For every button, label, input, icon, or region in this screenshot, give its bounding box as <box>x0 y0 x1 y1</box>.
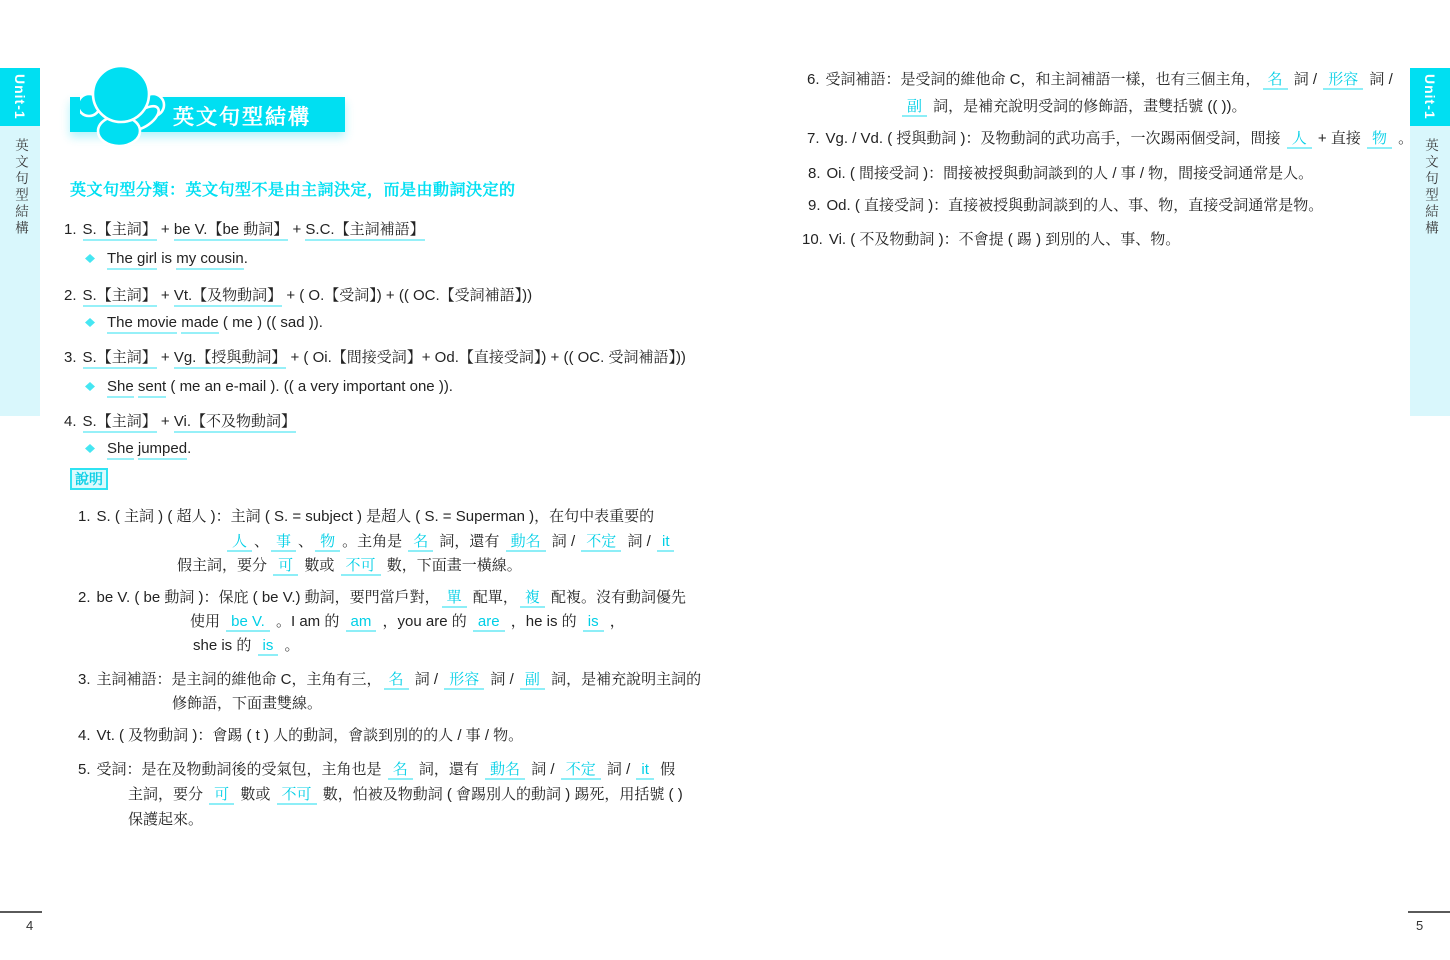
note-6-line-2 <box>900 95 1247 116</box>
text-segment: 詞 / <box>602 761 635 778</box>
text-segment: 。I am 的 <box>271 613 344 630</box>
text-segment: 配複。沒有動詞優先 <box>546 589 687 606</box>
diamond-bullet-icon <box>85 254 95 263</box>
text-segment: 數或 <box>300 557 339 574</box>
text-segment: 詞 / <box>486 671 518 688</box>
chapter-title: 英文句型結構 <box>173 106 311 129</box>
pattern-number: 2. <box>64 287 77 304</box>
answer-blank: 形容 <box>444 671 484 690</box>
text-segment: 詞 / <box>527 761 559 778</box>
note-number: 2. <box>78 589 91 606</box>
text-segment: 詞 / <box>1365 71 1393 88</box>
underlined-text: S.【主詞】 <box>83 287 157 307</box>
underlined-text: Vi.【不及物動詞】 <box>174 413 296 433</box>
text-segment: 假 <box>655 761 676 778</box>
note-1-line-2 <box>225 530 676 551</box>
answer-blank: are <box>473 613 505 632</box>
text-segment: + <box>288 221 306 238</box>
underlined-text: jumped <box>138 440 187 460</box>
text-segment: 詞，還有 <box>414 761 484 778</box>
section-heading: 英文句型分類：英文句型不是由主詞決定，而是由動詞決定的 <box>70 182 516 199</box>
text-segment: ，you are 的 <box>378 613 471 630</box>
underlined-text: S.【主詞】 <box>83 221 157 241</box>
diamond-bullet-icon <box>85 318 95 327</box>
text-segment: ， <box>605 613 625 630</box>
note-number: 10. <box>802 231 823 248</box>
note-10-line-1 <box>802 228 1180 249</box>
answer-blank: 不定 <box>581 533 621 552</box>
text-segment: be V. ( be 動詞 )：保庇 ( be V.) 動詞，要門當戶對， <box>96 589 440 606</box>
answer-blank: 人 <box>227 533 252 552</box>
pattern-4-formula <box>64 410 296 431</box>
note-2-line-2 <box>190 610 625 631</box>
answer-blank: be V. <box>226 613 270 632</box>
note-8-line-1 <box>808 162 1313 183</box>
underlined-text: The girl <box>107 250 157 270</box>
underlined-text: be V.【be 動詞】 <box>174 221 289 241</box>
text-segment: ( me ) (( sad )). <box>218 314 323 331</box>
text-segment: is <box>157 250 177 267</box>
underlined-text: The movie <box>107 314 177 334</box>
text-segment: + <box>156 413 174 430</box>
monkey-mascot-icon <box>80 62 180 148</box>
text-segment: 保護起來。 <box>128 811 204 828</box>
text-segment: Od. ( 直接受詞 )：直接被授與動詞談到的人、事、物，直接受詞通常是物。 <box>826 197 1324 214</box>
text-segment: 、 <box>298 533 314 550</box>
left-unit-tab <box>0 68 40 418</box>
note-2-line-3 <box>193 634 300 655</box>
right-footer-rule <box>1408 911 1450 913</box>
text-segment: 詞 / <box>547 533 580 550</box>
text-segment: Vi. ( 不及物動詞 )：不會提 ( 踢 ) 到別的人、事、物。 <box>828 231 1181 248</box>
unit-label: Unit-1 <box>1422 74 1438 120</box>
text-segment: S. ( 主詞 ) ( 超人 )：主詞 ( S. = subject ) 是超人 ( S. = Superman )，在句中表重要的 <box>96 508 655 525</box>
text-segment: 。 <box>1394 130 1414 147</box>
note-3-line-1 <box>78 668 701 689</box>
notes-label-badge: 說明 <box>70 468 108 490</box>
text-segment: she is 的 <box>193 637 256 654</box>
diamond-bullet-icon <box>85 382 95 391</box>
note-number: 5. <box>78 761 91 778</box>
text-segment: ( me an e-mail ). (( a very important one )). <box>166 378 453 395</box>
diamond-bullet-icon <box>85 444 95 453</box>
note-5-line-3 <box>128 808 203 829</box>
text-segment: 。主角是 <box>342 533 407 550</box>
answer-blank: 副 <box>520 671 545 690</box>
pattern-4-example <box>85 440 191 457</box>
text-segment: + ( O.【受詞】) + (( OC.【受詞補語】)) <box>282 287 533 304</box>
text-segment: Vt. ( 及物動詞 )：會踢 ( t ) 人的動詞，會談到別的的人 / 事 / 物。 <box>96 727 524 744</box>
underlined-text: Vg.【授與動詞】 <box>174 349 287 369</box>
answer-blank: 名 <box>388 761 413 780</box>
underlined-text: She <box>107 378 134 398</box>
text-segment: + <box>156 349 174 366</box>
answer-blank: 物 <box>1367 130 1392 149</box>
pattern-number: 3. <box>64 349 77 366</box>
note-number: 6. <box>807 71 820 88</box>
answer-blank: 可 <box>273 557 298 576</box>
answer-blank: 不定 <box>561 761 601 780</box>
text-segment: 數或 <box>236 786 275 803</box>
answer-blank: 不可 <box>341 557 381 576</box>
note-9-line-1 <box>808 194 1323 215</box>
note-5-line-1 <box>78 758 675 779</box>
answer-blank: 可 <box>209 786 234 805</box>
answer-blank: 動名 <box>506 533 546 552</box>
text-segment: + ( Oi.【間接受詞】+ Od.【直接受詞】) + (( OC. 受詞補語】)) <box>286 349 686 366</box>
pattern-3-formula <box>64 346 686 367</box>
underlined-text: S.【主詞】 <box>83 413 157 433</box>
answer-blank: 形容 <box>1323 71 1363 90</box>
text-segment: 詞，還有 <box>435 533 504 550</box>
note-2-line-1 <box>78 586 686 607</box>
pattern-2-example <box>85 314 323 331</box>
underlined-text: She <box>107 440 134 460</box>
text-segment: . <box>187 440 192 457</box>
note-number: 3. <box>78 671 91 688</box>
unit-title-strip <box>1410 126 1450 416</box>
note-1-line-3 <box>177 554 522 575</box>
unit-label: Unit-1 <box>12 74 28 120</box>
note-6-line-1 <box>807 68 1393 89</box>
text-segment: + 直接 <box>1313 130 1365 147</box>
text-segment: 詞，是補充說明主詞的 <box>546 671 702 688</box>
answer-blank: 人 <box>1287 130 1312 149</box>
answer-blank: 物 <box>315 533 340 552</box>
note-1-line-1 <box>78 505 654 526</box>
note-7-line-1 <box>807 127 1413 148</box>
answer-blank: it <box>636 761 654 780</box>
note-5-line-2 <box>128 783 683 804</box>
answer-blank: is <box>583 613 604 632</box>
text-segment: Vg. / Vd. ( 授與動詞 )：及物動詞的武功高手，一次踢兩個受詞，間接 <box>825 130 1285 147</box>
pattern-1-example <box>85 250 248 267</box>
answer-blank: 名 <box>408 533 433 552</box>
underlined-text: made <box>181 314 219 334</box>
unit-title-vertical: 英文句型結構 <box>13 138 28 237</box>
unit-title-strip <box>0 126 40 416</box>
underlined-text: sent <box>138 378 166 398</box>
pattern-number: 1. <box>64 221 77 238</box>
left-footer-rule <box>0 911 42 913</box>
text-segment: 詞 / <box>410 671 443 688</box>
unit-badge <box>0 68 40 126</box>
answer-blank: 名 <box>1263 71 1288 90</box>
right-unit-tab <box>1410 68 1450 418</box>
right-page-number: 5 <box>1416 918 1424 933</box>
pattern-1-formula <box>64 218 425 239</box>
pattern-number: 4. <box>64 413 77 430</box>
text-segment: + <box>156 287 174 304</box>
underlined-text: S.【主詞】 <box>83 349 157 369</box>
note-3-line-2 <box>172 692 322 713</box>
text-segment: 配單， <box>468 589 518 606</box>
answer-blank: it <box>657 533 675 552</box>
answer-blank: am <box>346 613 377 632</box>
text-segment: 。 <box>280 637 300 654</box>
text-segment: 、 <box>254 533 270 550</box>
text-segment: ，he is 的 <box>506 613 581 630</box>
unit-title-vertical: 英文句型結構 <box>1423 138 1438 237</box>
text-segment: 使用 <box>190 613 225 630</box>
note-number: 1. <box>78 508 91 525</box>
answer-blank: 不可 <box>277 786 317 805</box>
underlined-text: S.C.【主詞補語】 <box>305 221 424 241</box>
note-number: 8. <box>808 165 821 182</box>
text-segment: 詞，是補充說明受詞的修飾語，畫雙括號 (( ))。 <box>929 98 1247 115</box>
text-segment: Oi. ( 間接受詞 )：間接被授與動詞談到的人 / 事 / 物，間接受詞通常是人。 <box>826 165 1314 182</box>
unit-badge <box>1410 68 1450 126</box>
answer-blank: is <box>258 637 279 656</box>
note-number: 4. <box>78 727 91 744</box>
answer-blank: 單 <box>442 589 467 608</box>
text-segment: 詞 / <box>623 533 655 550</box>
answer-blank: 名 <box>384 671 409 690</box>
text-segment: 受詞：是在及物動詞後的受氣包，主角也是 <box>96 761 386 778</box>
text-segment: 修飾語，下面畫雙線。 <box>172 695 323 712</box>
answer-blank: 副 <box>902 98 927 117</box>
note-4-line-1 <box>78 724 523 745</box>
pattern-2-formula <box>64 284 532 305</box>
note-number: 7. <box>807 130 820 147</box>
text-segment: 數，怕被及物動詞 ( 會踢別人的動詞 ) 踢死，用括號 ( ) <box>318 786 683 803</box>
text-segment: . <box>243 250 248 267</box>
left-page-number: 4 <box>26 918 34 933</box>
text-segment: + <box>156 221 174 238</box>
underlined-text: my cousin <box>176 250 244 270</box>
text-segment: 主詞補語：是主詞的維他命 C，主角有三， <box>96 671 382 688</box>
text-segment: 詞 / <box>1289 71 1322 88</box>
pattern-3-example <box>85 378 453 395</box>
answer-blank: 事 <box>271 533 296 552</box>
underlined-text: Vt.【及物動詞】 <box>174 287 282 307</box>
text-segment: 受詞補語：是受詞的維他命 C，和主詞補語一樣，也有三個主角， <box>825 71 1261 88</box>
answer-blank: 複 <box>520 589 545 608</box>
note-number: 9. <box>808 197 821 214</box>
text-segment: 主詞，要分 <box>128 786 208 803</box>
text-segment: 數，下面畫一橫線。 <box>382 557 522 574</box>
answer-blank: 動名 <box>485 761 525 780</box>
text-segment: 假主詞，要分 <box>177 557 272 574</box>
